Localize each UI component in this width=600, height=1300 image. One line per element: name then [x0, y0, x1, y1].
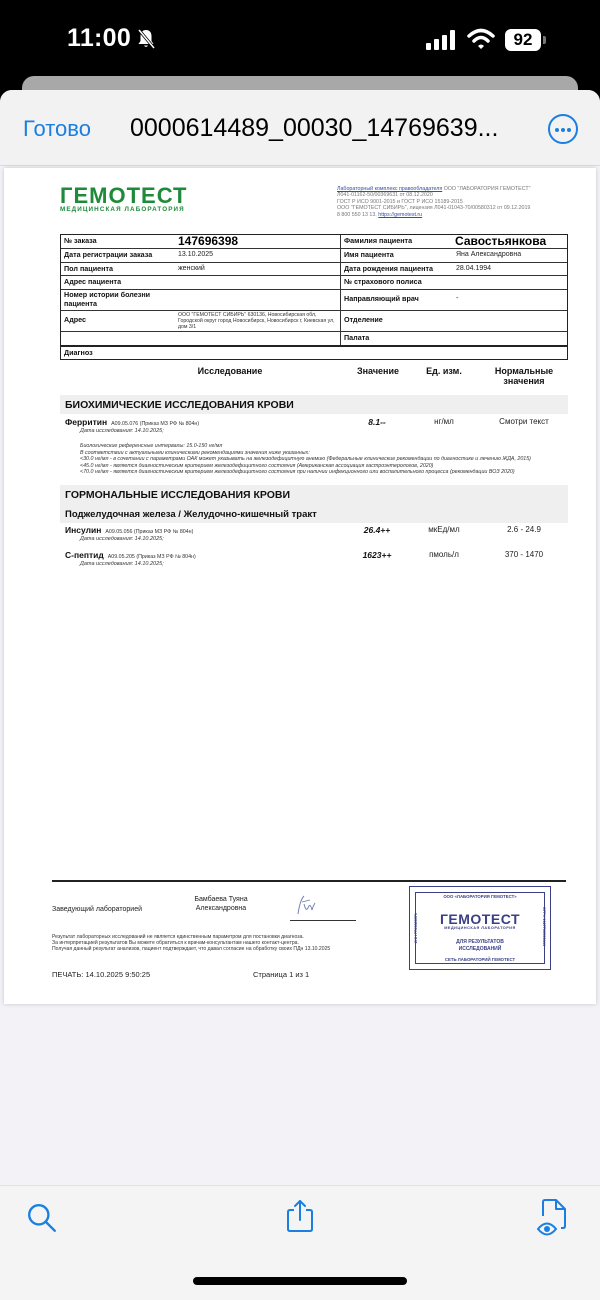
test-code: A09.05.205 (Приказ МЗ РФ № 804н) — [107, 554, 196, 560]
patient-info-table — [60, 234, 568, 346]
battery-indicator: 92 — [505, 29, 541, 51]
policy-label: № страхового полиса — [344, 277, 422, 286]
test-value: 1623++ — [362, 550, 392, 560]
more-icon-dot — [567, 128, 571, 132]
info-row — [61, 311, 567, 332]
lab-address: ООО "ГЕМОТЕСТ СИБИРЬ" 630136, Новосибирская обл, Городской округ город Новосибирск, Новосибирск г, Киевская ул, дом 3/1 — [178, 311, 335, 330]
diagnosis-box — [60, 346, 568, 360]
info-row — [61, 263, 567, 277]
patient-surname: Савостьянкова — [455, 234, 547, 249]
birth-date: 28.04.1994 — [456, 264, 492, 272]
test-code: A09.05.056 (Приказ МЗ РФ № 804н) — [105, 529, 194, 535]
signer-name: Бамбаева Туяна Александровна — [194, 896, 248, 912]
info-row — [61, 332, 567, 345]
test-date: Дата исследования: 14.10.2025; — [80, 536, 164, 542]
done-button[interactable]: Готово — [23, 116, 91, 141]
diagnosis-label: Диагноз — [64, 347, 93, 357]
test-date: Дата исследования: 14.10.2025; — [80, 428, 164, 434]
patient-sex: женский — [178, 264, 205, 272]
test-normal: Смотри текст — [499, 417, 549, 426]
test-normal: 2.6 - 24.9 — [507, 525, 541, 534]
signal-icon — [426, 30, 456, 50]
gemotest-logo: ГЕМОТЕСТ МЕДИЦИНСКАЯ ЛАБОРАТОРИЯ — [60, 183, 188, 213]
order-number: 147696398 — [178, 234, 239, 249]
patient-name: Яна Александровна — [456, 251, 522, 258]
ward-label: Палата — [344, 332, 370, 342]
lab-complex-link[interactable]: Лабораторный комплекс правообладателя — [337, 186, 443, 192]
test-value: 8.1-- — [368, 417, 386, 427]
reg-date-label: Дата регистрации заказа — [64, 250, 153, 259]
ferritin-notes: Биологические референсные интервалы: 15.0-150 нг/мл В соответствии с актуальными клиническими рекомендациями значения ниже указанных: <30.0 нг/мл - в сочетании с параметрами ОАК может указывать на железодефицитную анемию (Федеральные клинические рекомендации по диагностике и лечению ЖДА, 2015) <45.0 нг/мл - является диагностическим критерием железодефицитного состояния (Американская ассоциация гастроэнтерологов, 2020) <70.0 нг/мл - является диагностическим критерием железодефицитного состояния при наличии инфекционного или воспалительного процесса (рекомендации ВОЗ 2020) — [80, 443, 531, 475]
test-value: 26.4++ — [363, 525, 391, 535]
bell-slash-icon — [136, 28, 156, 50]
signature-line — [290, 920, 356, 921]
signer-role: Заведующий лабораторией — [52, 906, 142, 913]
test-code: A09.05.076 (Приказ МЗ РФ № 804н) — [111, 421, 200, 427]
wifi-icon — [467, 28, 495, 50]
status-bar — [0, 0, 600, 80]
test-date: Дата исследования: 14.10.2025; — [80, 561, 164, 567]
test-unit: мкЕд/мл — [428, 525, 460, 534]
more-icon-dot — [561, 128, 565, 132]
document-preview-icon[interactable] — [537, 1196, 571, 1238]
lab-info: Лабораторный комплекс правообладателя ООО "ЛАБОРАТОРИЯ ГЕМОТЕСТ" Л041-01162-50/00369631 от 08.12.2020 ГОСТ Р ИСО 9001-2015 и ГОСТ Р ИСО 15189-2015 ООО "ГЕМОТЕСТ СИБИРЬ", лицензия Л041-01043-70/00580312 от 09.12.2019 8 800 550 13 13. https://gemotest.ru — [337, 186, 531, 218]
sex-label: Пол пациента — [64, 263, 113, 273]
column-normal: Нормальные значения — [494, 366, 554, 386]
info-row — [61, 290, 567, 311]
address-label: Адрес — [64, 315, 87, 325]
doctor-label: Направляющий врач — [344, 294, 419, 304]
print-date: ПЕЧАТЬ: 14.10.2025 9:50:25 — [52, 970, 151, 979]
info-row — [61, 276, 567, 290]
test-name: С-пептид — [65, 550, 104, 560]
subsection-pancreas: Поджелудочная железа / Желудочно-кишечный тракт — [65, 509, 317, 520]
divider — [52, 880, 566, 882]
department-label: Отделение — [344, 315, 383, 325]
test-name: Ферритин — [65, 417, 108, 427]
lab-stamp: ООО «ЛАБОРАТОРИЯ ГЕМОТЕСТ» ГЕМОТЕСТ МЕДИЦИНСКАЯ ЛАБОРАТОРИЯ ДЛЯ РЕЗУЛЬТАТОВ ИССЛЕДОВАНИЙ СЕТЬ ЛАБОРАТОРИЙ ГЕМОТЕСТ ИНН 7709885571 ОГРН 1027700500444 — [409, 886, 551, 970]
patient-address-label: Адрес пациента — [64, 277, 122, 286]
reg-date: 13.10.2025 — [178, 251, 214, 258]
policy-number — [453, 276, 459, 289]
info-row — [61, 249, 567, 263]
more-icon-dot — [555, 128, 559, 132]
home-indicator[interactable] — [193, 1277, 407, 1285]
document-title: 0000614489_00030_14769639... — [130, 114, 499, 142]
test-unit: нг/мл — [434, 417, 454, 426]
section-biochemistry: БИОХИМИЧЕСКИЕ ИССЛЕДОВАНИЯ КРОВИ — [60, 395, 568, 414]
page-number: Страница 1 из 1 — [253, 970, 310, 979]
section-hormones: ГОРМОНАЛЬНЫЕ ИССЛЕДОВАНИЯ КРОВИ Поджелудочная железа / Желудочно-кишечный тракт — [60, 485, 568, 523]
info-row — [61, 235, 567, 249]
column-unit: Ед. изм. — [426, 366, 462, 376]
document-page[interactable] — [4, 168, 596, 1004]
search-icon[interactable] — [26, 1202, 58, 1234]
ward — [453, 332, 459, 345]
battery-tip — [543, 36, 546, 44]
more-options-button[interactable] — [548, 114, 578, 144]
test-unit: пмоль/л — [429, 550, 459, 559]
column-test: Исследование — [197, 366, 263, 376]
column-value: Значение — [356, 366, 400, 376]
test-normal: 370 - 1470 — [504, 550, 544, 559]
status-time: 11:00 — [67, 24, 132, 52]
patient-address — [175, 276, 181, 289]
birth-label: Дата рождения пациента — [344, 263, 433, 273]
disclaimer: Результат лабораторных исследований не является единственным параметром для постановки диагноза. За интерпретацией результатов Вы можете обратиться к врачам-консультантам нашего контакт-центра. Получая данный результат анализов, пациент подтверждает, что давал согласие на обработку своих ПДн 13.10.2025 — [52, 934, 331, 952]
history-number-label: Номер истории болезни пациента — [64, 290, 151, 308]
order-number-label: № заказа — [64, 236, 97, 246]
share-icon[interactable] — [285, 1198, 315, 1234]
website-link[interactable]: https://gemotest.ru — [378, 211, 423, 218]
name-label: Имя пациента — [344, 250, 394, 259]
surname-label: Фамилия пациента — [344, 236, 413, 246]
test-name: Инсулин — [65, 525, 102, 535]
signature-icon — [290, 890, 320, 920]
navigation-bar — [0, 90, 600, 166]
referring-doctor: - — [456, 295, 459, 303]
department — [453, 311, 459, 331]
history-number — [175, 290, 181, 310]
